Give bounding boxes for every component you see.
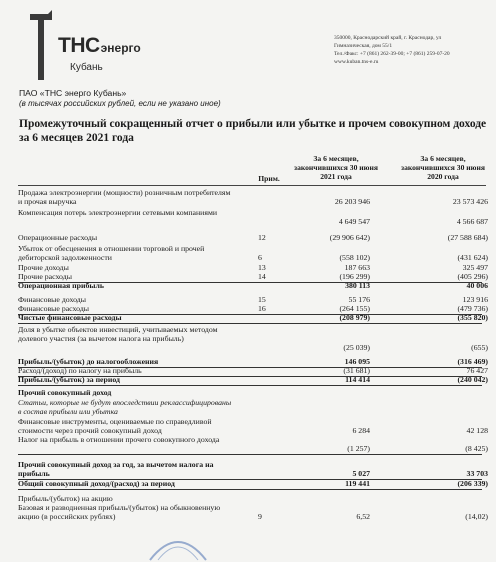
row-label: Расход/(доход) по налогу на прибыль (18, 366, 142, 375)
value-2021: 6 284 (352, 426, 370, 435)
logo-brand-suffix: энерго (100, 41, 141, 55)
table-row (18, 418, 496, 436)
value-2020: 325 497 (462, 263, 488, 272)
table-row (18, 296, 496, 305)
row-label: Базовая и разводненная прибыль/(убыток) на обыкновенную акцию (в российских рублях) (18, 503, 221, 521)
value-2021: 6,52 (356, 512, 370, 521)
value-2021: (208 979) (339, 313, 370, 322)
note-column-header: Прим. (258, 174, 280, 183)
row-note: 14 (258, 272, 266, 281)
row-note: 15 (258, 295, 266, 304)
value-2020: 76 427 (466, 366, 488, 375)
value-2021: 26 203 946 (334, 197, 370, 206)
table-row (18, 245, 496, 263)
table-row (18, 376, 496, 385)
units-note: (в тысячах российских рублей, если не указано иное) (19, 99, 221, 108)
row-label: Финансовые инструменты, оцениваемые по справедливой стоимости через прочий совокупный доход (18, 417, 212, 435)
row-note: 16 (258, 304, 266, 313)
row-note: 13 (258, 263, 266, 272)
table-row (18, 389, 496, 398)
value-2021: (196 299) (339, 272, 370, 281)
table-row (18, 314, 496, 323)
row-label: Налог на прибыль в отношении прочего совокупного дохода (18, 435, 220, 444)
value-2021: 4 649 547 (338, 217, 370, 226)
value-2020: 4 566 687 (456, 217, 488, 226)
table-row (18, 480, 496, 489)
row-label: Убыток от обесценения в отношении торговой и прочей дебиторской задолженности (18, 244, 205, 262)
logo-region: Кубань (70, 62, 103, 73)
table-row (18, 326, 496, 354)
table-row (18, 282, 496, 291)
address-line: www.kuban.tns-e.ru (334, 59, 379, 65)
value-2021: (29 906 642) (329, 233, 370, 242)
row-label: Компенсация потерь электроэнергии сетевыми компаниями (18, 208, 218, 217)
row-note: 12 (258, 233, 266, 242)
value-2020: (240 042) (457, 375, 488, 384)
table-row (18, 264, 496, 273)
value-2020: 42 128 (466, 426, 488, 435)
table-row (18, 209, 496, 227)
row-note: 9 (258, 512, 262, 521)
value-2020: (8 425) (465, 444, 488, 453)
value-2020: 123 916 (462, 295, 488, 304)
address-line: 350000, Краснодарский край, г. Краснодар, ул (334, 35, 442, 41)
row-label: Статьи, которые не будут впоследствии реклассифицированы в состав прибыли или убытка (18, 398, 232, 416)
logo-brand: ТНС (58, 34, 100, 57)
company-name: ПАО «ТНС энерго Кубань» (19, 88, 127, 98)
row-label: Чистые финансовые расходы (18, 313, 122, 322)
value-2021: 187 663 (344, 263, 370, 272)
company-address (334, 34, 450, 66)
row-label: Прочий совокупный доход (18, 388, 112, 397)
value-2020: 33 703 (466, 469, 488, 478)
value-2021: 55 176 (348, 295, 370, 304)
address-line: Тел./Факс: +7 (861) 262-39-00; +7 (861) 259-07-20 (334, 51, 450, 57)
value-2020: (431 624) (457, 253, 488, 262)
header-divider (18, 185, 486, 186)
table-row (18, 234, 496, 243)
row-label: Продажа электроэнергии (мощности) розничным потребителям и прочая выручка (18, 188, 231, 206)
table-row (18, 189, 496, 207)
value-2020: (27 588 684) (447, 233, 488, 242)
value-2021: (31 681) (343, 366, 370, 375)
row-label: Прибыль/(убыток) до налогообложения (18, 357, 159, 366)
value-2021: (558 102) (339, 253, 370, 262)
value-2020: (206 339) (457, 479, 488, 488)
value-2021: (25 039) (343, 343, 370, 352)
row-label: Общий совокупный доход/(расход) за период (18, 479, 175, 488)
value-2021: 119 441 (345, 479, 370, 488)
value-2020: (405 296) (457, 272, 488, 281)
row-label: Прибыль/(убыток) за период (18, 375, 120, 384)
value-2020: (655) (471, 343, 488, 352)
value-2020: (14,02) (465, 512, 488, 521)
value-2021: (1 257) (347, 444, 370, 453)
report-title: Промежуточный сокращенный отчет о прибыли или убытке и прочем совокупном доходе за 6 месяцев 2021 года (19, 118, 487, 144)
row-label: Прочий совокупный доход за год, за вычетом налога на прибыль (18, 460, 214, 478)
row-note: 6 (258, 253, 262, 262)
value-2020: 23 573 426 (452, 197, 488, 206)
table-row (18, 504, 496, 522)
stamp-icon (148, 522, 208, 562)
value-2020: (479 736) (457, 304, 488, 313)
address-line: Гимназическая, дом 55/1 (334, 43, 393, 49)
row-label: Прочие доходы (18, 263, 69, 272)
row-label: Операционная прибыль (18, 281, 104, 290)
value-2020: (316 469) (457, 357, 488, 366)
row-label: Операционные расходы (18, 233, 98, 242)
row-label: Прочие расходы (18, 272, 72, 281)
value-2021: 114 414 (345, 375, 370, 384)
row-label: Финансовые расходы (18, 304, 90, 313)
value-2021: (264 155) (339, 304, 370, 313)
row-label: Доля в убытке объектов инвестиций, учитываемых методом долевого участия (за вычетом налога на прибыль) (18, 325, 218, 343)
row-label: Финансовые доходы (18, 295, 86, 304)
value-2020: (355 820) (457, 313, 488, 322)
column-2021-header: За 6 месяцев, закончившихся 30 июня 2021 года (294, 154, 378, 181)
table-row (18, 399, 496, 417)
logo-pillar-icon (28, 10, 54, 80)
table-row (18, 461, 496, 479)
table-row (18, 436, 496, 454)
value-2021: 5 027 (352, 469, 370, 478)
value-2021: 146 095 (344, 357, 370, 366)
value-2020: 40 006 (466, 281, 488, 290)
company-logo (24, 10, 164, 86)
row-label: Прибыль/(убыток) на акцию (18, 494, 113, 503)
column-2020-header: За 6 месяцев, закончившихся 30 июня 2020 года (401, 154, 485, 181)
value-2021: 380 113 (345, 281, 370, 290)
